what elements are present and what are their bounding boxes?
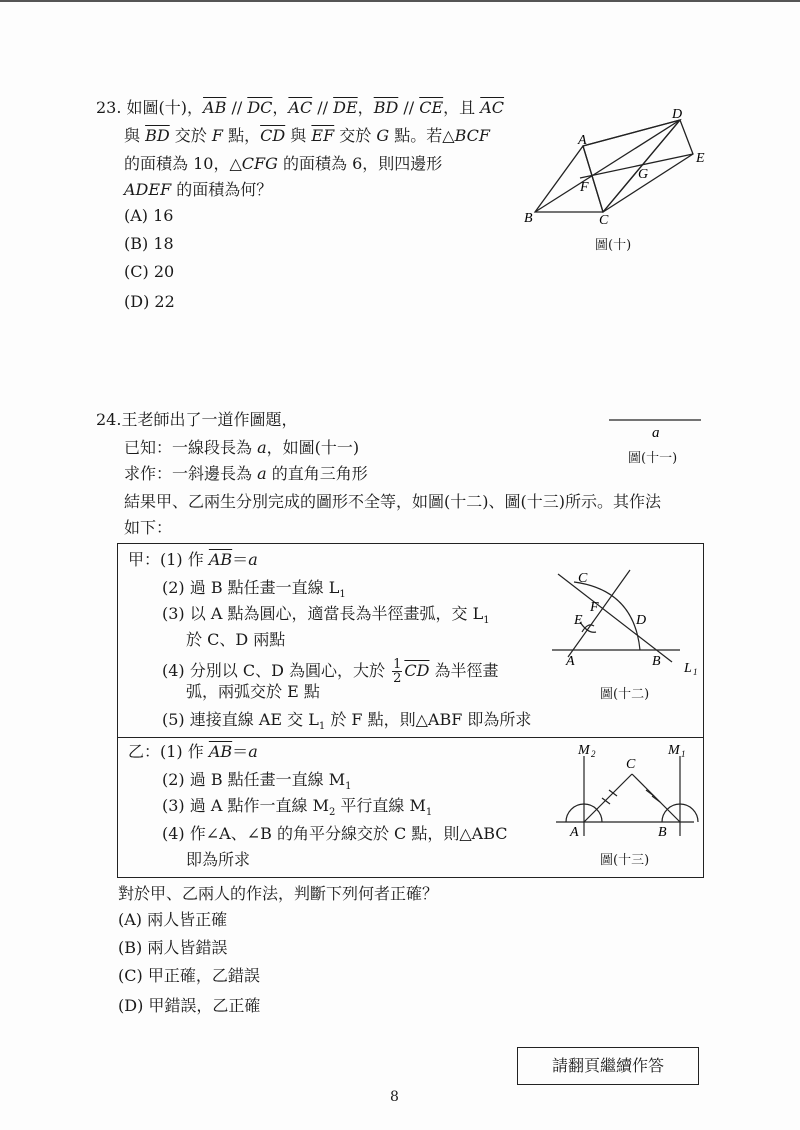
- jia-step5: (5) 連接直線 AE 交 $L_1$ 於 F 點，則△ABF 即為所求: [162, 710, 532, 733]
- svg-text:E: E: [574, 613, 583, 628]
- q23-option-c[interactable]: (C) 20: [124, 262, 175, 281]
- q24-find: 求作：一斜邊長為 a 的直角三角形: [124, 464, 368, 483]
- q24-intro1: 結果甲、乙兩生分別完成的圖形不全等，如圖(十二)、圖(十三)所示。其作法: [124, 492, 661, 511]
- jia-step2: (2) 過 B 點任畫一直線 $L_1$: [162, 578, 346, 601]
- svg-text:L: L: [684, 661, 692, 676]
- jia-step3b: 於 C、D 兩點: [186, 630, 286, 649]
- yi-step1: 乙：(1) 作 $\overline{AB}=a$: [128, 742, 258, 761]
- figure-11: [604, 412, 704, 442]
- jia-step4b: 弧，兩弧交於 E 點: [186, 682, 320, 701]
- svg-text:C: C: [578, 571, 588, 586]
- yi-step2: (2) 過 B 點任畫一直線 $M_1$: [162, 770, 352, 793]
- top-rule: [0, 0, 800, 2]
- q23-option-d[interactable]: (D) 22: [124, 292, 175, 311]
- line-ac: [584, 774, 632, 822]
- q23-line3: 的面積為 10，△CFG 的面積為 6，則四邊形: [124, 154, 443, 173]
- q23-line1: 23. 如圖(十)，$\overline{AB} // \overline{DC}$，$\overline{AC} // \overline{DE}$，$\overline{BD} // \overline{CE}$，且 $\overline{AC}$: [96, 98, 505, 117]
- figure-12-caption: 圖(十二): [600, 687, 650, 702]
- q23-number: 23.: [96, 98, 122, 117]
- q23-line2: 與 $\overline{BD}$ 交於 F 點，$\overline{CD}$ 與 $\overline{EF}$ 交於 G 點。若△BCF: [124, 126, 490, 145]
- q24-intro2: 如下：: [124, 518, 173, 537]
- q24-option-b[interactable]: (B) 兩人皆錯誤: [118, 938, 228, 957]
- svg-text:M: M: [578, 743, 590, 758]
- svg-text:a: a: [652, 425, 660, 441]
- q23-option-a[interactable]: (A) 16: [124, 206, 174, 225]
- svg-text:1: 1: [693, 667, 698, 677]
- jia-step1: 甲：(1) 作 $\overline{AB}=a$: [128, 550, 258, 569]
- q24-option-c[interactable]: (C) 甲正確，乙錯誤: [118, 966, 260, 985]
- svg-text:F: F: [580, 180, 589, 195]
- yi-step4b: 即為所求: [186, 850, 251, 869]
- q24-option-a[interactable]: (A) 兩人皆正確: [118, 910, 228, 929]
- figure-13-caption: 圖(十三): [600, 853, 650, 868]
- svg-text:C: C: [599, 213, 609, 228]
- figure-13: [554, 740, 702, 840]
- q24-number: 24.: [96, 410, 122, 429]
- svg-text:E: E: [696, 151, 705, 166]
- q24-question: 對於甲、乙兩人的作法，判斷下列何者正確？: [118, 884, 439, 903]
- line-bc: [632, 774, 680, 822]
- jia-step3a: (3) 以 A 點為圓心，適當長為半徑畫弧，交 $L_1$: [162, 604, 490, 627]
- q24-line1: 24.王老師出了一道作圖題，: [96, 410, 298, 429]
- q24-given: 已知：一線段長為 a，如圖(十一): [124, 438, 360, 457]
- page-number: 8: [390, 1089, 399, 1105]
- svg-text:1: 1: [681, 749, 686, 759]
- svg-text:D: D: [636, 613, 647, 628]
- svg-text:B: B: [652, 654, 661, 669]
- q24-option-d[interactable]: (D) 甲錯誤，乙正確: [118, 996, 261, 1015]
- svg-text:B: B: [658, 825, 667, 840]
- figure-12: [548, 562, 700, 677]
- continue-box: 請翻頁繼續作答: [517, 1047, 699, 1085]
- jia-step4a: (4) 分別以 C、D 為圓心，大於 1 2 $\overline{CD}$ 為半徑畫: [162, 657, 499, 686]
- svg-text:A: A: [566, 654, 575, 669]
- figure-10-caption: 圖(十): [595, 238, 632, 253]
- q23-option-b[interactable]: (B) 18: [124, 234, 174, 253]
- q23-line4: ADEF 的面積為何？: [124, 180, 273, 199]
- svg-text:D: D: [672, 107, 683, 122]
- svg-text:G: G: [638, 167, 649, 182]
- figure-10: [520, 100, 720, 230]
- svg-text:A: A: [570, 825, 579, 840]
- svg-text:C: C: [626, 757, 636, 772]
- yi-step4a: (4) 作∠A、∠B 的角平分線交於 C 點，則△ABC: [162, 824, 508, 843]
- svg-text:B: B: [524, 211, 533, 226]
- svg-text:M: M: [668, 743, 680, 758]
- arc-a: [574, 582, 640, 650]
- svg-text:2: 2: [591, 749, 596, 759]
- yi-step3: (3) 過 A 點作一直線 $M_2$ 平行直線 $M_1$: [162, 796, 433, 819]
- figure-11-caption: 圖(十一): [628, 451, 678, 466]
- svg-text:F: F: [590, 600, 599, 615]
- svg-text:A: A: [578, 133, 587, 148]
